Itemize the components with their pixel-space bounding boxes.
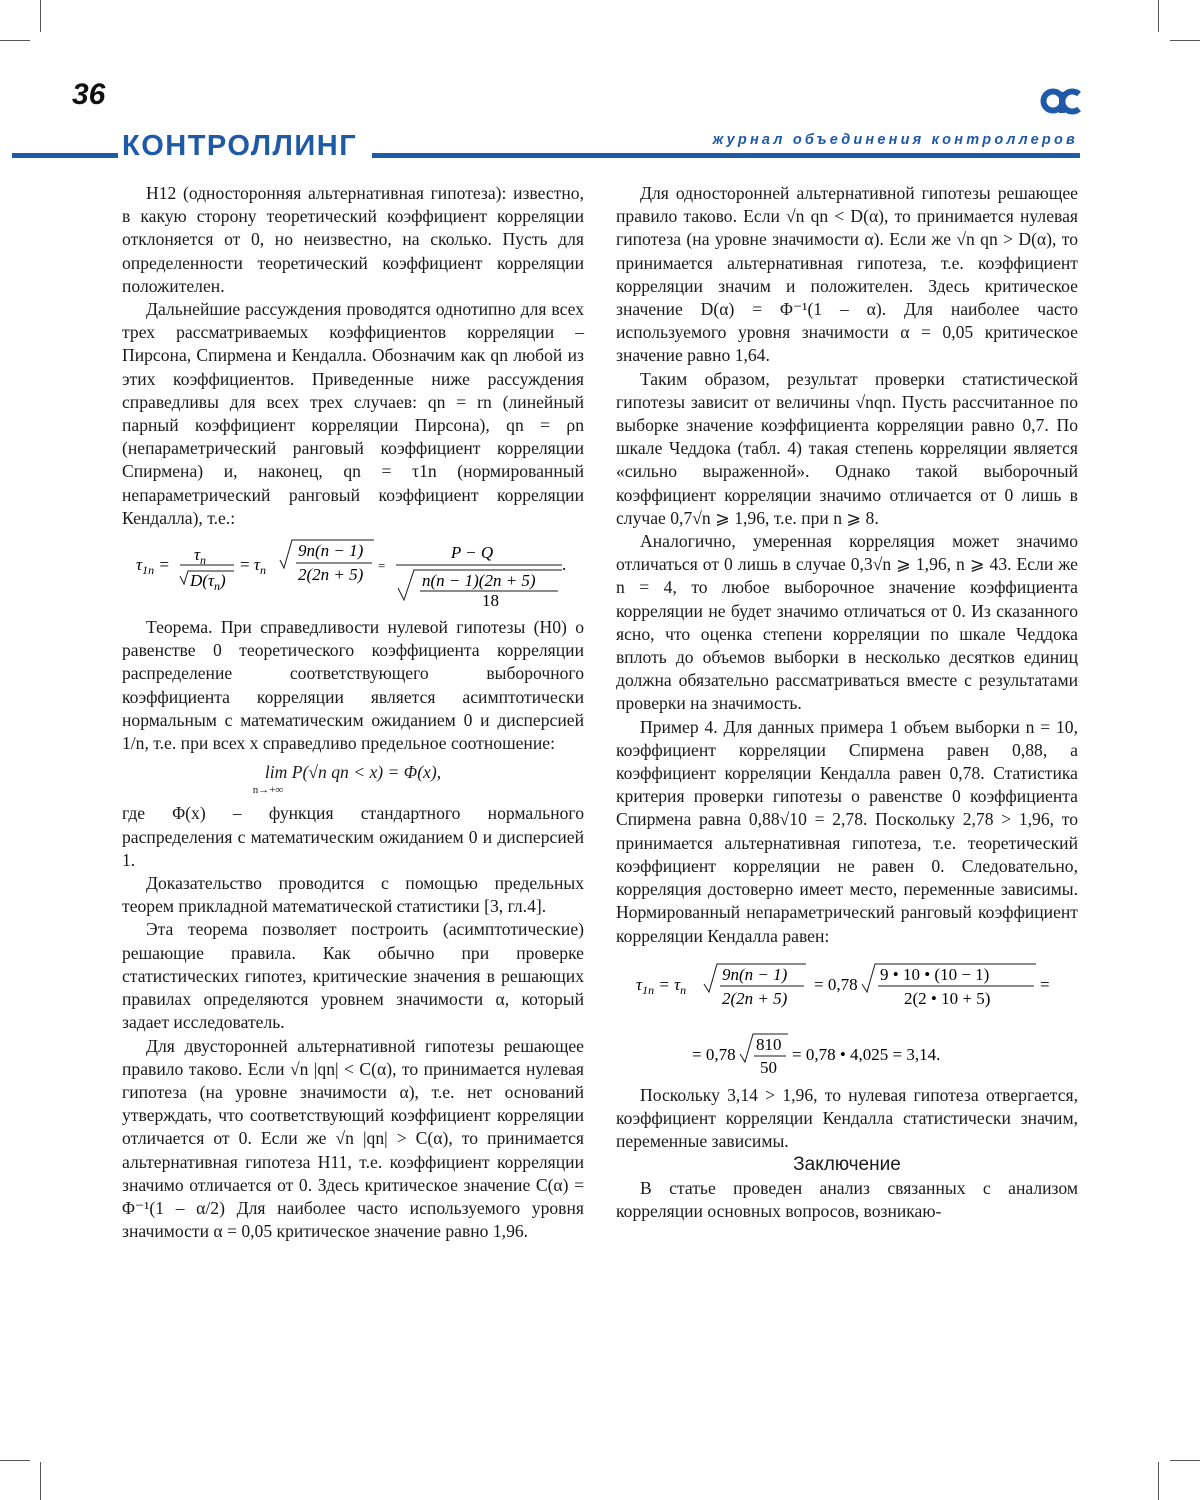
svg-text:9n(n − 1): 9n(n − 1)	[722, 964, 788, 984]
formula-limit-expression: lim P(√n qn < x) = Φ(x),	[264, 762, 442, 783]
svg-text:τ1n = τn: $\tau_{1n} = \tau_n$	[636, 974, 687, 997]
header-rule-left	[12, 153, 122, 158]
crop-mark	[1158, 0, 1159, 32]
crop-mark	[0, 40, 30, 41]
svg-text:=: =	[378, 558, 386, 574]
crop-mark	[1170, 1460, 1200, 1461]
formula-limit	[122, 761, 584, 796]
journal-name: КОНТРОЛЛИНГ	[118, 130, 361, 163]
paragraph: Аналогично, умеренная корреляция может значимо отличаться от 0 лишь в случае 0,3√n ⩾ 1,96, n ⩾ 43. Если же n = 4, то любое выборочное значение коэффициента корреляции не будет значимо отличаться от 0. Из сказанного ясно, что оценка степени корреляции по шкале Чеддока вплоть до объемов выборки в несколько десятков единиц должна обязательно рассматриваться вместе с результатами проверки на значимость.	[616, 531, 1078, 714]
page-number: 36	[72, 78, 106, 111]
svg-text:=: =	[1040, 974, 1050, 994]
paragraph: Эта теорема позволяет построить (асимптотические) решающие правила. Как обычно при проверке статистических гипотез, критические значения в решающих правилах определяются уровнем значимости α, который задает исследователь.	[122, 919, 584, 1033]
section-heading: Заключение	[793, 1154, 901, 1176]
svg-text:P − Q: P − Q	[450, 543, 494, 563]
crop-mark	[1158, 1462, 1159, 1500]
journal-subtitle: журнал объединения контроллеров	[712, 132, 1078, 148]
paragraph: Поскольку 3,14 > 1,96, то нулевая гипотеза отвергается, коэффициент корреляции Кендалла статистически значим, переменные зависимы.	[616, 1084, 1078, 1152]
svg-text:2(2n + 5): 2(2n + 5)	[722, 988, 788, 1008]
paragraph: В статье проведен анализ связанных с анализом корреляции основных вопросов, возникаю-	[616, 1177, 1078, 1221]
svg-text:2(2 • 10 + 5): 2(2 • 10 + 5)	[904, 988, 991, 1008]
ac-logo-icon	[1040, 86, 1082, 121]
formula-kendall-example	[616, 956, 1078, 1076]
svg-text:18: 18	[482, 591, 499, 609]
crop-mark	[40, 0, 41, 32]
svg-text:= 0,78 • 4,025 = 3,14.: = 0,78 • 4,025 = 3,14.	[792, 1044, 941, 1064]
svg-text:τ1n =: $\tau_{1n}$ =	[136, 555, 170, 578]
crop-mark	[0, 1460, 30, 1461]
right-column	[616, 182, 1078, 1223]
svg-text:= 0,78: = 0,78	[692, 1044, 736, 1064]
svg-text:810: 810	[756, 1034, 782, 1054]
svg-text:2(2n + 5): 2(2n + 5)	[298, 565, 364, 585]
paragraph: H12 (односторонняя альтернативная гипотеза): известно, в какую сторону теоретический коэффициент корреляции отклоняется от 0, но неизвестно, на сколько. Пусть для определенности теоретический коэффициент корреляции положителен.	[122, 183, 584, 296]
svg-text:= τn: = $\tau_n$	[240, 555, 266, 578]
paragraph: Таким образом, результат проверки статистической гипотезы зависит от величины √nqn. Пусть рассчитанное по выборке значение коэффициента корреляции равно 0,7. По шкале Чеддока (табл. 4) такая степень корреляции является «сильно выраженной». Однако такой выборочный коэффициент корреляции значимо отличается от 0 лишь в случае 0,7√n ⩾ 1,96, т.е. при n ⩾ 8.	[616, 368, 1078, 528]
paragraph: Доказательство проводится с помощью предельных теорем прикладной математической статистики [3, гл.4].	[122, 873, 584, 917]
paragraph: Для односторонней альтернативной гипотезы решающее правило таково. Если √n qn < D(α), то принимается нулевая гипотеза (на уровне значимости α). Если же √n qn > D(α), то принимается альтернативная гипотеза, т.е. коэффициент корреляции значим и положителен. Здесь критическое значение D(α) = Φ⁻¹(1 – α). Для наиболее часто используемого уровня значимости α = 0,05 критическое значение равно 1,64.	[616, 183, 1078, 366]
paragraph: Для двусторонней альтернативной гипотезы решающее правило таково. Если √n |qn| < C(α), то принимается нулевая гипотеза (на уровне значимости α), т.е. нет оснований утверждать, что соответствующий коэффициент корреляции отличается от 0. Если же √n |qn| > C(α), то принимается альтернативная гипотеза H11, т.е. коэффициент корреляции значимо отличается от 0. Здесь критическое значение C(α) = Φ⁻¹(1 – α/2) Для наиболее часто используемого уровня значимости α = 0,05 критическое значение равно 1,96.	[122, 1035, 584, 1242]
svg-text:τn: $\tau_n$	[193, 545, 207, 568]
paragraph-theorem: Теорема. При справедливости нулевой гипотезы (H0) о равенстве 0 теоретического коэффициента корреляции распределение соответствующего выборочного коэффициента корреляции является асимптотически нормальным с математическим ожиданием 0 и дисперсией 1/n, т.е. при всех x справедливо предельное соотношение:	[122, 617, 584, 754]
paragraph-example: Пример 4. Для данных примера 1 объем выборки n = 10, коэффициент корреляции Спирмена равен 0,88, а коэффициент корреляции Кендалла равен 0,78. Статистика критерия проверки гипотезы о равенстве 0 коэффициента Спирмена равна 0,88√10 = 2,78. Поскольку 2,78 > 1,96, то принимается альтернативная гипотеза, т.е. теоретический коэффициент корреляции не равен 0. Следовательно, корреляция достоверно имеет место, переменные зависимы. Нормированный непараметрический ранговый коэффициент корреляции Кендалла равен:	[616, 716, 1078, 946]
formula-kendall-normalized	[122, 538, 584, 608]
svg-text:D(τn): $D(\tau_n)$	[190, 571, 226, 594]
crop-mark	[40, 1462, 41, 1500]
svg-text:.: .	[562, 555, 567, 575]
svg-text:50: 50	[760, 1057, 777, 1076]
header-rule-right	[372, 153, 1080, 158]
paragraph: где Φ(x) – функция стандартного нормального распределения с математическим ожиданием 0 и дисперсией 1.	[122, 803, 584, 870]
svg-text:= 0,78: = 0,78	[814, 974, 858, 994]
crop-mark	[1170, 40, 1200, 41]
svg-text:n(n − 1)(2n + 5): n(n − 1)(2n + 5)	[422, 571, 536, 591]
svg-text:9n(n − 1): 9n(n − 1)	[298, 541, 364, 561]
left-column	[122, 182, 584, 1243]
svg-text:9 • 10 • (10 − 1): 9 • 10 • (10 − 1)	[880, 964, 990, 984]
formula-limit-subscript: n→+∞	[252, 784, 284, 797]
paragraph: Дальнейшие рассуждения проводятся однотипно для всех трех рассматриваемых коэффициентов корреляции – Пирсона, Спирмена и Кендалла. Обозначим как qn любой из этих коэффициентов. Приведенные ниже рассуждения справедливы для всех трех случаев: qn = rn (линейный парный коэффициент корреляции Пирсона), qn = ρn (непараметрический ранговый коэффициент корреляции Спирмена) и, наконец, qn = τ1n (нормированный непараметрический ранговый коэффициент корреляции Кендалла), т.е.:	[122, 299, 584, 528]
